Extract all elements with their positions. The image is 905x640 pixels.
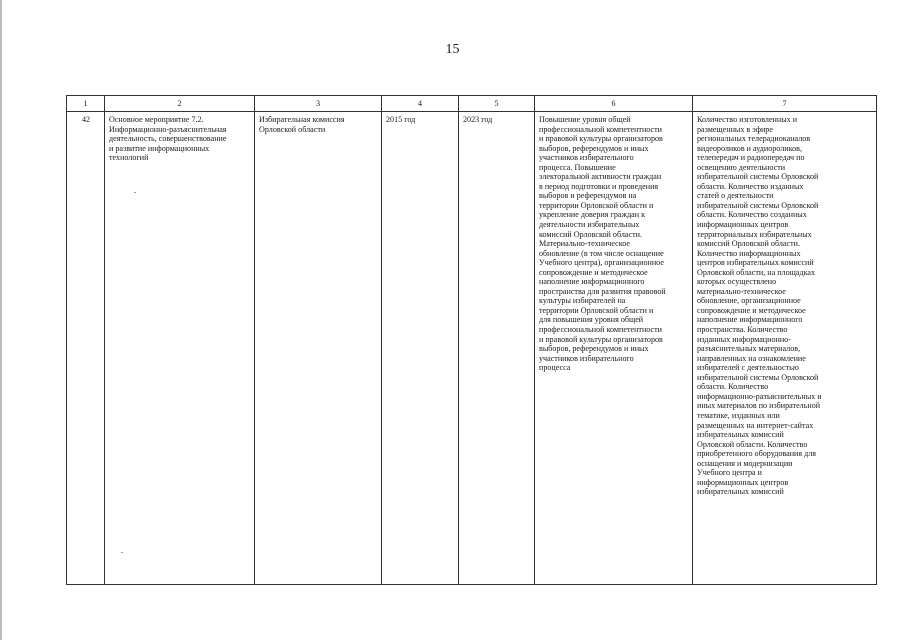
- column-header-7: 7: [693, 96, 877, 112]
- indicators-cell: Количество изготовленных и размещенных в эфире региональных телерадиоканалов видеороликов и аудиороликов, телепередач и радиопередач по освещению деятельности избирательной системы Орловской области. Количество изданных статей о деятельности избирательной системы Орловской области. Количество созданных информационных центров территориальных избирательных комиссий Орловской области. Количество информационных центров избирательных комиссий Орловской области, на площадках которых осуществлено материально-техническое обновление, организационное сопровождение и методическое наполнение информационного пространства. Количество изданных информационно- разъяснительных материалов, направленных на ознакомление избирателей с деятельностью избирательной системы Орловской области. Количество информационно-разъяснительных и иных материалов по избирательной тематике, изданных или размещенных на интернет-сайтах избирательных комиссий Орловской области. Количество приобретенного оборудования для оснащения и модернизации Учебного центра и информационных центров избирательных комиссий: [693, 112, 877, 585]
- start-year-cell: 2015 год: [382, 112, 459, 585]
- scan-speck: [121, 552, 123, 553]
- page-left-edge: [0, 0, 2, 640]
- activity-name-cell: Основное мероприятие 7.2. Информационно-разъяснительная деятельность, совершенствование и развитие информационных технологий: [105, 112, 255, 585]
- column-header-6: 6: [535, 96, 693, 112]
- column-header-4: 4: [382, 96, 459, 112]
- table-header-row: [67, 96, 877, 112]
- scan-speck: [134, 192, 136, 193]
- end-year-cell: 2023 год: [459, 112, 535, 585]
- table-row: [67, 112, 877, 585]
- column-header-1: 1: [67, 96, 105, 112]
- program-table: [66, 95, 877, 585]
- expected-result-cell: Повышение уровня общей профессиональной компетентности и правовой культуры организаторов выборов, референдумов и иных участников избирательного процесса. Повышение электоральной активности граждан в период подготовки и проведения выборов и референдумов на территории Орловской области и укрепление доверия граждан к деятельности избирательных комиссий Орловской области. Материально-техническое обновление (в том числе оснащение Учебного центра), организационное сопровождение и методическое наполнение информационного пространства для развития правовой культуры избирателей на территории Орловской области и для повышения уровня общей профессиональной компетентности и правовой культуры организаторов выборов, референдумов и иных участников избирательного процесса: [535, 112, 693, 585]
- column-header-2: 2: [105, 96, 255, 112]
- page-number: 15: [445, 42, 460, 57]
- column-header-5: 5: [459, 96, 535, 112]
- executor-cell: Избирательная комиссия Орловской области: [255, 112, 382, 585]
- row-number-cell: 42: [67, 112, 105, 585]
- column-header-3: 3: [255, 96, 382, 112]
